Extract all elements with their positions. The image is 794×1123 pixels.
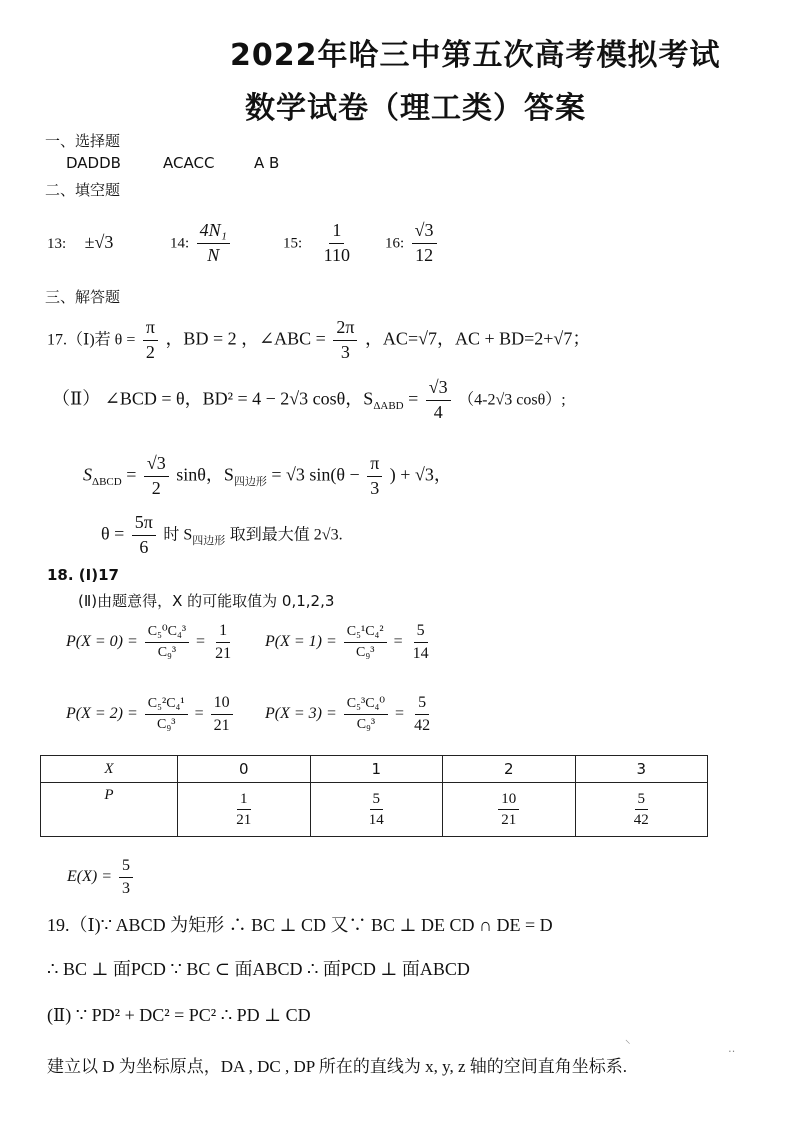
table-row-x — [41, 756, 708, 783]
distribution-table — [40, 755, 708, 837]
prob-x3-result — [411, 694, 433, 734]
prob-x3-comb — [344, 696, 388, 732]
q17-line3-frac2-num: π — [367, 454, 382, 477]
section-heading-solve: 三、解答题 — [45, 288, 121, 306]
q15-fraction — [321, 221, 353, 266]
q17-line3-mid2: = √3 sin(θ − — [266, 464, 360, 485]
prob-x3-comb-num: C₅³C₄⁰ — [344, 696, 388, 714]
choice-answers-1: DADDB — [66, 154, 121, 172]
section-heading-choice: 一、选择题 — [45, 132, 121, 150]
prob-x2 — [66, 694, 236, 734]
q17-line3-rest: ) + √3， — [389, 464, 452, 485]
prob-x0 — [66, 622, 237, 662]
choice-answers-2: ACACC — [163, 154, 215, 172]
prob-x0-lhs: P(X = 0) = — [66, 632, 138, 650]
prob-x3 — [265, 694, 436, 734]
q16-fraction — [412, 221, 437, 266]
q14-num: 4N₁ — [197, 221, 230, 244]
q17-line4-prefix: θ = — [101, 523, 125, 544]
prob-x1-eq: = — [393, 632, 403, 650]
q13-label: 13: — [47, 236, 67, 252]
table-cell: 1 — [310, 756, 443, 783]
page-title: 2022年哈三中第五次高考模拟考试 — [230, 38, 721, 73]
q15-den: 110 — [323, 244, 351, 265]
prob-x2-eq: = — [194, 704, 204, 722]
prob-x1-comb-den: C₉³ — [356, 644, 375, 660]
q17-line3-sub2: 四边形 — [233, 476, 267, 489]
prob-x3-lhs: P(X = 3) = — [265, 704, 337, 722]
prob-x2-result — [211, 694, 233, 734]
prob-x1-comb-num: C₅¹C₄² — [344, 624, 387, 642]
q17-line4-mid: 时 S — [163, 526, 193, 544]
q17-part2-num: √3 — [426, 378, 451, 401]
q17-part1 — [47, 318, 590, 363]
table-cell — [575, 783, 708, 837]
q17-part2 — [52, 378, 566, 423]
q19-line2: ∴ BC ⊥ 面PCD ∵ BC ⊂ 面ABCD ∴ 面PCD ⊥ 面ABCD — [47, 959, 470, 979]
table-cell-x-label: X — [41, 756, 178, 783]
q17-part1-prefix: 17.（Ⅰ)若 θ = — [47, 331, 136, 349]
q17-part2-den: 4 — [433, 401, 443, 422]
prob-x0-eq: = — [196, 632, 206, 650]
q17-line4 — [101, 513, 343, 558]
q17-line3-frac1-num: √3 — [144, 454, 169, 477]
table-cell — [178, 783, 311, 837]
q17-line4-den: 6 — [139, 536, 149, 557]
prob-x1-result-den: 14 — [412, 644, 429, 662]
prob-x3-result-num: 5 — [415, 694, 429, 715]
q17-part2-sub: ΔABD — [373, 400, 404, 413]
prob-x1 — [265, 622, 435, 662]
q17-line3-prefix: S — [83, 464, 92, 485]
fill-answer-13 — [47, 232, 113, 253]
section-heading-fill: 二、填空题 — [45, 181, 121, 199]
prob-x2-comb-num: C₅²C₄¹ — [145, 696, 188, 714]
table-den: 21 — [236, 812, 252, 828]
q19-line3: (Ⅱ) ∵ PD² + DC² = PC² ∴ PD ⊥ CD — [47, 1005, 311, 1025]
q17-line3-eq: = — [121, 464, 137, 485]
q17-abc-frac — [333, 318, 357, 363]
table-den: 21 — [501, 812, 517, 828]
table-cell: 2 — [443, 756, 576, 783]
q17-theta-den: 2 — [145, 341, 155, 362]
q18-part1: 18. (Ⅰ)17 — [47, 566, 119, 584]
scan-mark: ⸜ — [625, 1033, 631, 1046]
fill-answer-15 — [283, 221, 356, 266]
prob-x0-comb — [145, 624, 189, 660]
table-cell: 0 — [178, 756, 311, 783]
q17-line4-num: 5π — [132, 513, 156, 536]
prob-x2-result-num: 10 — [211, 694, 233, 715]
q17-part1-rest: ，AC=√7，AC + BD=2+√7； — [364, 328, 591, 349]
table-cell-p-label: P — [41, 783, 178, 837]
prob-x3-comb-den: C₉³ — [356, 716, 376, 732]
scan-mark: ‥ — [728, 1042, 736, 1055]
table-row-p — [41, 783, 708, 837]
expectation-lhs: E(X) = — [67, 867, 112, 885]
q17-line3 — [83, 454, 452, 499]
q17-part2-frac — [426, 378, 451, 423]
q17-abc-den: 3 — [340, 341, 350, 362]
prob-x1-comb — [344, 624, 387, 660]
prob-x0-comb-num: C₅⁰C₄³ — [145, 624, 189, 642]
expectation-num: 5 — [119, 857, 133, 878]
q17-line3-frac2-den: 3 — [370, 477, 380, 498]
q17-line4-sub: 四边形 — [192, 535, 226, 548]
q17-line4-frac — [132, 513, 156, 558]
prob-x2-comb-den: C₉³ — [157, 716, 176, 732]
table-num: 5 — [635, 791, 649, 811]
expectation-frac — [119, 857, 133, 897]
prob-x1-result — [410, 622, 432, 662]
page-subtitle: 数学试卷（理工类）答案 — [245, 91, 586, 126]
q16-num: √3 — [412, 221, 437, 244]
q13-value: ±√3 — [84, 232, 114, 252]
prob-x0-result-num: 1 — [216, 622, 230, 643]
prob-x0-result-den: 21 — [215, 644, 232, 662]
q14-label: 14: — [170, 235, 190, 252]
prob-x2-comb — [145, 696, 188, 732]
table-den: 42 — [633, 812, 649, 828]
q17-line3-sub1: ΔBCD — [92, 476, 122, 489]
prob-x1-lhs: P(X = 1) = — [265, 632, 337, 650]
q17-part1-bd: ，BD = 2 ，∠ABC = — [165, 328, 326, 349]
q14-den: N — [207, 244, 220, 265]
fill-answer-16 — [385, 221, 440, 266]
q17-line3-mid: sinθ，S — [176, 464, 234, 485]
table-cell: 3 — [575, 756, 708, 783]
prob-x3-result-den: 42 — [414, 716, 431, 734]
table-den: 14 — [368, 812, 384, 828]
table-num: 1 — [237, 791, 251, 811]
q17-part2-prefix: （Ⅱ） ∠BCD = θ，BD² = 4 − 2√3 cosθ，S — [52, 388, 374, 409]
q17-theta-frac — [143, 318, 158, 363]
q14-fraction — [197, 221, 230, 266]
prob-x2-lhs: P(X = 2) = — [66, 704, 138, 722]
table-cell — [443, 783, 576, 837]
q17-theta-num: π — [143, 318, 158, 341]
q19-line4: 建立以 D 为坐标原点，DA , DC , DP 所在的直线为 x, y, z 轴的空间直角坐标系. — [47, 1057, 628, 1076]
q18-part2: (Ⅱ)由题意得，X 的可能取值为 0,1,2,3 — [78, 592, 335, 610]
expectation-den: 3 — [122, 879, 130, 897]
q17-line4-rest: 取到最大值 2√3. — [229, 526, 343, 544]
expectation — [67, 857, 136, 897]
table-num: 10 — [498, 791, 519, 811]
prob-x2-result-den: 21 — [213, 716, 230, 734]
q17-line3-frac2 — [367, 454, 382, 499]
prob-x0-result — [212, 622, 234, 662]
q17-abc-num: 2π — [333, 318, 357, 341]
choice-answers-3: A B — [254, 154, 280, 172]
prob-x1-result-num: 5 — [414, 622, 428, 643]
q15-num: 1 — [329, 221, 344, 244]
q15-label: 15: — [283, 235, 303, 252]
q16-den: 12 — [415, 244, 434, 265]
prob-x3-eq: = — [395, 704, 405, 722]
q17-part2-rest: （4-2√3 cosθ）; — [458, 391, 566, 409]
prob-x0-comb-den: C₉³ — [157, 644, 177, 660]
q16-label: 16: — [385, 235, 405, 252]
q19-line1: 19.（Ⅰ)∵ ABCD 为矩形 ∴ BC ⊥ CD 又∵ BC ⊥ DE CD ∩ DE = D — [47, 915, 553, 935]
table-cell — [310, 783, 443, 837]
q17-part2-eq: = — [403, 388, 419, 409]
q17-line3-frac1 — [144, 454, 169, 499]
q17-line3-frac1-den: 2 — [151, 477, 161, 498]
fill-answer-14 — [170, 221, 233, 266]
table-num: 5 — [370, 791, 384, 811]
